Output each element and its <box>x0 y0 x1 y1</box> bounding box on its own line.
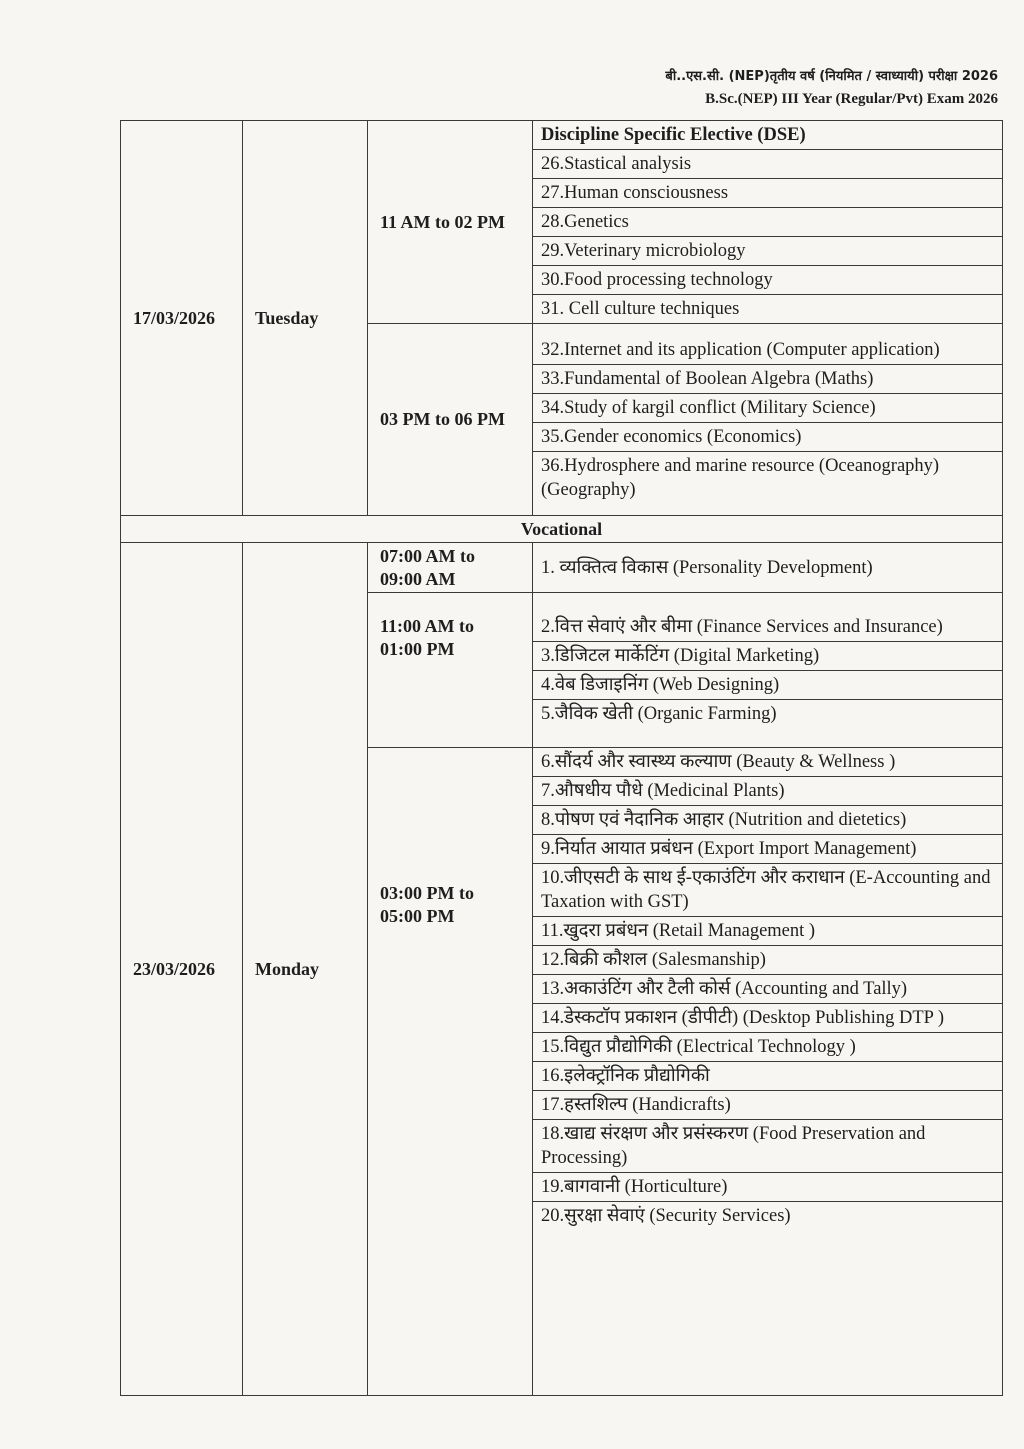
subject-item: 32.Internet and its application (Computer application) <box>533 336 1002 365</box>
subject-item: 36.Hydrosphere and marine resource (Oceanography) (Geography) <box>541 455 940 500</box>
header-english: B.Sc.(NEP) III Year (Regular/Pvt) Exam 2026 <box>705 91 998 107</box>
subject-item: 35.Gender economics (Economics) <box>533 423 1002 452</box>
subject-item: 15.विद्युत प्रौद्योगिकी (Electrical Technology ) <box>533 1033 1002 1062</box>
subject-item: 34.Study of kargil conflict (Military Science) <box>533 394 1002 423</box>
date-cell-2: 23/03/2026 <box>121 543 243 1396</box>
subject-item: 9.निर्यात आयात प्रबंधन (Export Import Management) <box>533 835 1002 864</box>
subject-list-1-1 <box>533 121 1003 324</box>
subject-item: 17.हस्तशिल्प (Handicrafts) <box>533 1091 1002 1120</box>
subject-item: 27.Human consciousness <box>533 179 1002 208</box>
day-cell-2: Monday <box>243 543 368 1396</box>
time-start: 07:00 AM to <box>380 545 475 566</box>
time-start: 11:00 AM to <box>380 616 474 636</box>
time-slot-1-2: 03 PM to 06 PM <box>368 324 533 516</box>
subject-item: 30.Food processing technology <box>533 266 1002 295</box>
subject-item: 13.अकाउंटिंग और टैली कोर्स (Accounting and Tally) <box>533 975 1002 1004</box>
time-end: 05:00 PM <box>380 906 455 926</box>
subject-item: 31. Cell culture techniques <box>541 299 740 319</box>
subject-item: 29.Veterinary microbiology <box>533 237 1002 266</box>
date-cell-1: 17/03/2026 <box>121 121 243 516</box>
subject-item: 20.सुरक्षा सेवाएं (Security Services) <box>541 1206 791 1226</box>
time-slot-2-3 <box>368 748 533 1396</box>
subject-list-2-1 <box>533 543 1003 593</box>
vocational-section-label: Vocational <box>121 516 1003 543</box>
subject-item: 8.पोषण एवं नैदानिक आहार (Nutrition and dietetics) <box>533 806 1002 835</box>
subject-item: 10.जीएसटी के साथ ई-एकाउंटिंग और कराधान (E-Accounting and Taxation with GST) <box>533 864 1002 917</box>
time-slot-2-1 <box>368 543 533 593</box>
subject-item: 18.खाद्य संरक्षण और प्रसंस्करण (Food Preservation and Processing) <box>533 1120 1002 1173</box>
time-end: 09:00 AM <box>380 568 456 589</box>
subject-item: 11.खुदरा प्रबंधन (Retail Management ) <box>533 917 1002 946</box>
exam-schedule-table <box>120 120 1003 1396</box>
time-slot-2-2 <box>368 593 533 748</box>
subject-item: 12.बिक्री कौशल (Salesmanship) <box>533 946 1002 975</box>
subject-item: 4.वेब डिजाइनिंग (Web Designing) <box>533 671 1002 700</box>
time-slot-1-1: 11 AM to 02 PM <box>368 121 533 324</box>
subject-item: 14.डेस्कटॉप प्रकाशन (डीपीटी) (Desktop Publishing DTP ) <box>533 1004 1002 1033</box>
header-hindi: बी..एस.सी. (NEP)तृतीय वर्ष (नियमित / स्वाध्यायी) परीक्षा 2026 <box>665 69 998 84</box>
subject-item: 5.जैविक खेती (Organic Farming) <box>541 703 777 724</box>
subject-item: 16.इलेक्ट्रॉनिक प्रौद्योगिकी <box>533 1062 1002 1091</box>
day-cell-1: Tuesday <box>243 121 368 516</box>
subject-list-2-2 <box>533 593 1003 748</box>
time-start: 03:00 PM to <box>380 883 474 903</box>
subject-item: 28.Genetics <box>533 208 1002 237</box>
exam-header <box>665 66 998 110</box>
subject-item: 19.बागवानी (Horticulture) <box>533 1173 1002 1202</box>
subject-item: 6.सौंदर्य और स्वास्थ्य कल्याण (Beauty & Wellness ) <box>533 748 1002 777</box>
subject-item: 33.Fundamental of Boolean Algebra (Maths) <box>533 365 1002 394</box>
subject-heading: Discipline Specific Elective (DSE) <box>533 121 1002 150</box>
subject-item: 26.Stastical analysis <box>533 150 1002 179</box>
subject-item: 1. व्यक्तित्व विकास (Personality Development) <box>541 557 873 578</box>
subject-item: 3.डिजिटल मार्केटिंग (Digital Marketing) <box>533 642 1002 671</box>
subject-item: 2.वित्त सेवाएं और बीमा (Finance Services and Insurance) <box>533 613 1002 642</box>
time-end: 01:00 PM <box>380 639 455 659</box>
subject-list-1-2 <box>533 324 1003 516</box>
subject-list-2-3 <box>533 748 1003 1396</box>
subject-item: 7.औषधीय पौधे (Medicinal Plants) <box>533 777 1002 806</box>
